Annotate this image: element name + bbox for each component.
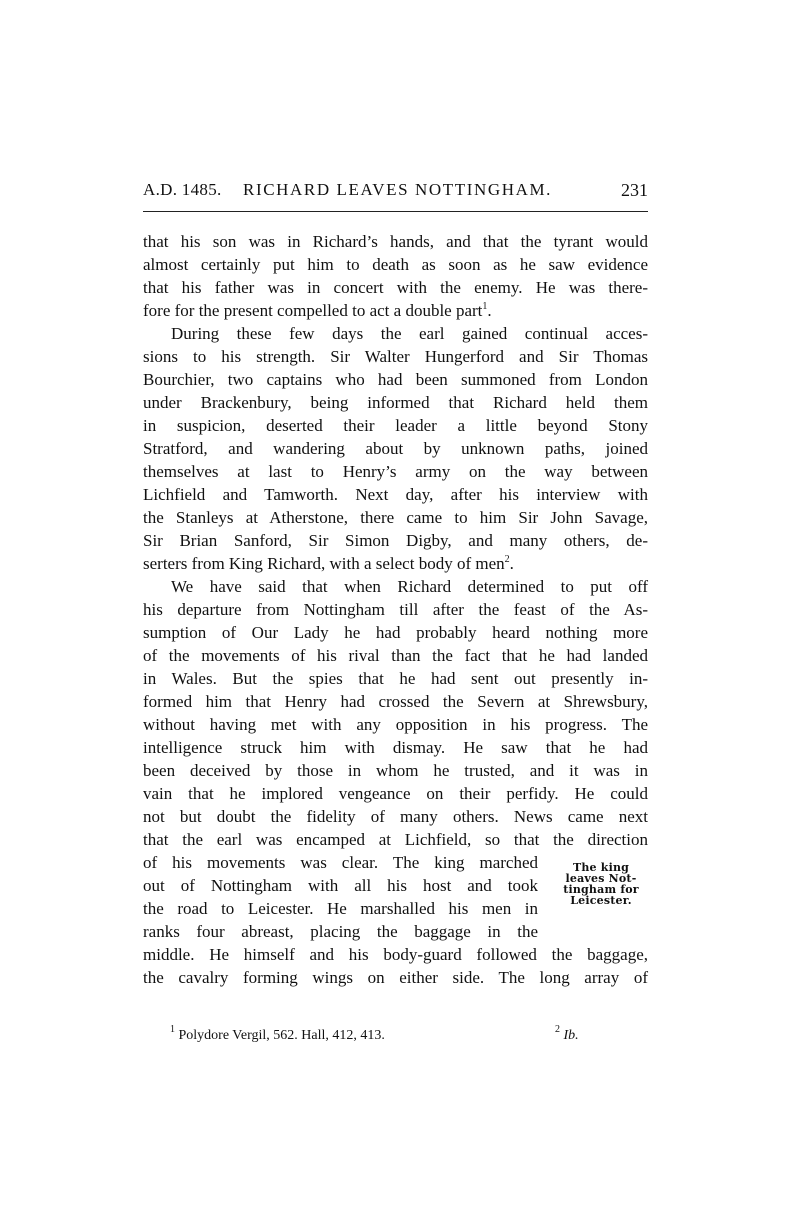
text-line: serters from King Richard, with a select body of men$^2$. bbox=[143, 554, 514, 573]
footnote-ref: 1 bbox=[482, 301, 488, 312]
text-line: fore for the present compelled to act a double part$^1$. bbox=[143, 301, 492, 320]
text-line: of the movements of his rival than the fact that he had landed bbox=[143, 646, 648, 665]
text-line: During these few days the earl gained continual acces- bbox=[171, 324, 648, 343]
footnote-mark: 2 bbox=[555, 1024, 560, 1035]
text-line: Stratford, and wandering about by unknown paths, joined bbox=[143, 439, 648, 458]
text-line: the Stanleys at Atherstone, there came to him Sir John Savage, bbox=[143, 508, 648, 527]
footnote-mark: 1 bbox=[170, 1024, 175, 1035]
text-line: middle. He himself and his body-guard followed the baggage, bbox=[143, 945, 648, 964]
text-line: vain that he implored vengeance on their perfidy. He could bbox=[143, 784, 648, 803]
text-line: his departure from Nottingham till after the feast of the As- bbox=[143, 600, 648, 619]
text-line: that his father was in concert with the enemy. He was there- bbox=[143, 278, 648, 297]
text-line: intelligence struck him with dismay. He saw that he had bbox=[143, 738, 648, 757]
text-line: We have said that when Richard determined to put off bbox=[171, 577, 648, 596]
margin-note-line: tingham for bbox=[563, 883, 639, 896]
header-title: RICHARD LEAVES NOTTINGHAM. bbox=[243, 180, 553, 199]
text-line: sumption of Our Lady he had probably heard nothing more bbox=[143, 623, 648, 642]
text-line: out of Nottingham with all his host and took bbox=[143, 876, 538, 895]
text-line: that his son was in Richard’s hands, and that the tyrant would bbox=[143, 232, 648, 251]
margin-note-line: The king bbox=[572, 861, 630, 874]
text-line: Bourchier, two captains who had been summoned from London bbox=[143, 370, 648, 389]
text-line: ranks four abreast, placing the baggage in the bbox=[143, 922, 538, 941]
text-line: almost certainly put him to death as soon as he saw evidence bbox=[143, 255, 648, 274]
text-line: sions to his strength. Sir Walter Hungerford and Sir Thomas bbox=[143, 347, 648, 366]
text-line: in suspicion, deserted their leader a little beyond Stony bbox=[143, 416, 648, 435]
header-rule bbox=[143, 211, 648, 212]
footnote-1 bbox=[170, 1024, 385, 1044]
running-header bbox=[143, 180, 648, 206]
text-line: without having met with any opposition in his progress. The bbox=[143, 715, 648, 734]
footnote-2 bbox=[555, 1024, 579, 1044]
page-number: 231 bbox=[621, 180, 648, 200]
margin-note-line: Leicester. bbox=[570, 894, 632, 907]
header-date: A.D. 1485. bbox=[143, 180, 222, 199]
text-line: under Brackenbury, being informed that Richard held them bbox=[143, 393, 648, 412]
text-line: themselves at last to Henry’s army on the way between bbox=[143, 462, 648, 481]
text-line: formed him that Henry had crossed the Severn at Shrewsbury, bbox=[143, 692, 648, 711]
footnote-text: Ib. bbox=[563, 1028, 579, 1043]
text-line: the cavalry forming wings on either side. The long array of bbox=[143, 968, 648, 987]
text-line: Lichfield and Tamworth. Next day, after his interview with bbox=[143, 485, 648, 504]
footnote-text: Polydore Vergil, 562. Hall, 412, 413. bbox=[178, 1028, 385, 1043]
text-line: that the earl was encamped at Lichfield, so that the direction bbox=[143, 830, 648, 849]
text-line: not but doubt the fidelity of many others. News came next bbox=[143, 807, 648, 826]
margin-note-line: leaves Not- bbox=[565, 872, 637, 885]
text-line: in Wales. But the spies that he had sent out presently in- bbox=[143, 669, 648, 688]
margin-note bbox=[551, 862, 651, 906]
text-line: of his movements was clear. The king marched bbox=[143, 853, 538, 872]
text-line: Sir Brian Sanford, Sir Simon Digby, and many others, de- bbox=[143, 531, 648, 550]
text-line: the road to Leicester. He marshalled his men in bbox=[143, 899, 538, 918]
text-line: been deceived by those in whom he trusted, and it was in bbox=[143, 761, 648, 780]
footnote-ref: 2 bbox=[504, 554, 510, 565]
